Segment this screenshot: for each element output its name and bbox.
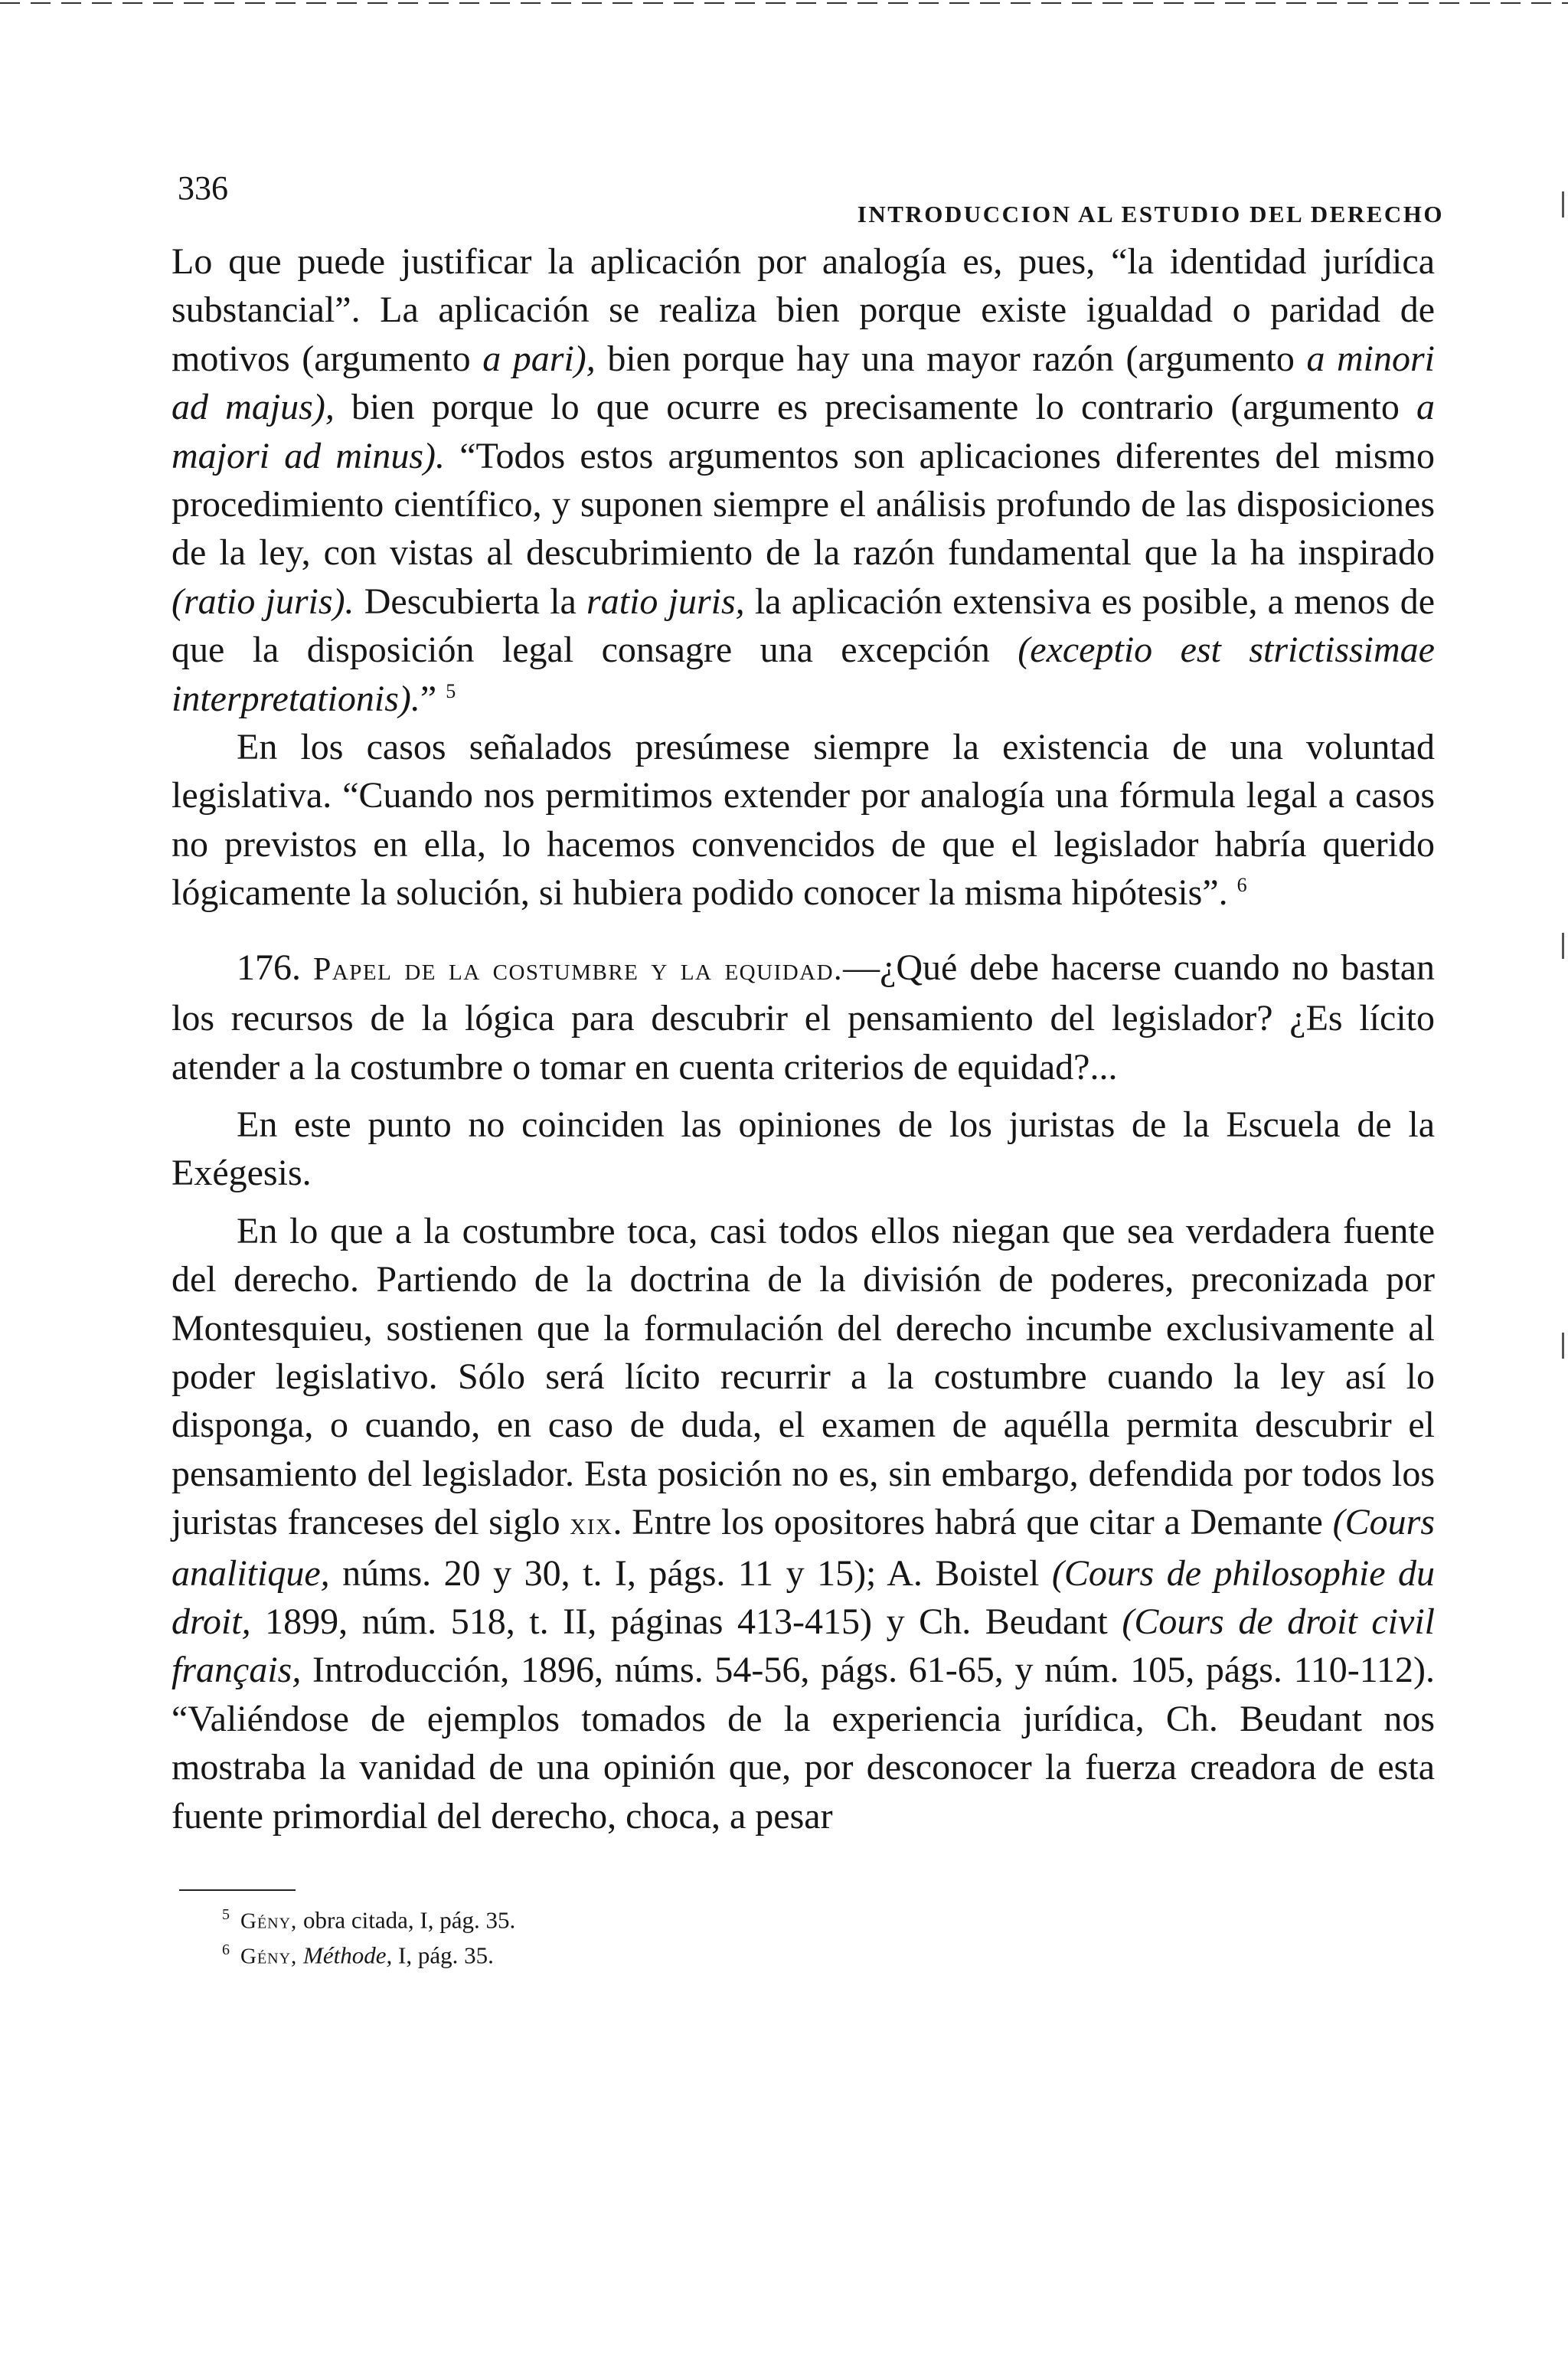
- century-numeral: xix: [570, 1506, 613, 1542]
- text-span: Lo que puede justificar la aplicación por analogía es, pues, “la identidad jurídica substancial”. La aplicación se realiza bien porque existe igualdad o paridad de motivos (argumento: [172, 241, 1435, 379]
- running-head: INTRODUCCION AL ESTUDIO DEL DERECHO: [857, 201, 1444, 227]
- scan-edge-mark: [1562, 1333, 1564, 1359]
- text-span: Descubierta la: [354, 581, 587, 622]
- section-176: [172, 944, 1435, 1091]
- text-span: ”: [420, 678, 437, 719]
- footnote-rule: [179, 1889, 296, 1891]
- italic-term: a minori ad majus),: [172, 338, 1436, 428]
- text-span: núms. 20 y 30, t. I, págs. 11 y 15); A. Boistel: [329, 1552, 1052, 1594]
- footnote-ref: 6: [1236, 874, 1247, 897]
- text-span: Introducción, 1896, núms. 54-56, págs. 61-65, y núm. 105, págs. 110-112). “Valiéndose de ejemplos tomados de la experiencia jurídica, Ch. Beudant nos mostraba la vanidad de una opinión que, por desconocer la fuerza creadora de esta fuente primordial del derecho, choca, a pesar: [172, 1650, 1435, 1837]
- footnote-text: obra citada, I, pág. 35.: [297, 1906, 516, 1934]
- text-span: bien porque hay una mayor razón (argumento: [595, 338, 1307, 379]
- page-header: [172, 146, 1444, 237]
- footnote-mark: 6: [222, 1941, 230, 1959]
- text-span: 1899, núm. 518, t. II, páginas 413-415) y Ch. Beudant: [250, 1601, 1122, 1642]
- book-page: [172, 146, 1444, 1971]
- text-span: bien porque lo que ocurre es precisamente lo contrario (argumento: [334, 387, 1417, 428]
- text-span: . Entre los opositores habrá que citar a Demante: [612, 1502, 1333, 1543]
- italic-term: ratio juris,: [586, 581, 745, 622]
- italic-term: a majori ad minus).: [172, 387, 1436, 476]
- book-title: (Cours de droit civil français,: [172, 1601, 1435, 1691]
- text-span: “Todos estos argumentos son aplicaciones diferentes del mismo procedimiento científico, y suponen siempre el análisis profundo de las disposiciones de la ley, con vistas al descubrimiento de la razón fundamental que la ha inspirado: [172, 435, 1435, 574]
- footnote-text: I, pág. 35.: [392, 1941, 494, 1969]
- section-number: 176.: [237, 947, 301, 988]
- paragraph-analogy: [172, 237, 1435, 723]
- text-span: En lo que a la costumbre toca, casi todos ellos niegan que sea verdadera fuente del derecho. Partiendo de la doctrina de la división de poderes, preconizada por Montesquieu, sostienen que la formulación del derecho incumbe exclusivamente al poder legislativo. Sólo será lícito recurrir a la costumbre cuando la ley así lo disponga, o cuando, en caso de duda, el examen de aquélla permita descubrir el pensamiento del legislador. Esta posición no es, sin embargo, defendida por todos los juristas franceses del siglo: [172, 1210, 1435, 1543]
- italic-term: (ratio juris).: [172, 581, 354, 622]
- section-title: Papel de la costumbre y la equidad.: [313, 951, 844, 987]
- paragraph-custom: [172, 1207, 1435, 1840]
- footnote: [222, 1935, 1435, 1971]
- paragraph-exegesis: [172, 1101, 1435, 1198]
- text-span: En este punto no coinciden las opiniones de los juristas de la Escuela de la Exégesis.: [172, 1104, 1435, 1194]
- scan-top-edge: [0, 2, 1568, 4]
- paragraph-legislative-will: [172, 723, 1435, 917]
- text-span: En los casos señalados presúmese siempre la existencia de una voluntad legislativa. “Cuando nos permitimos extender por analogía una fórmula legal a casos no previstos en ella, lo hacemos convencidos de que el legislador habría querido lógicamente la solución, si hubiera podido conocer la misma hipótesis”.: [172, 727, 1435, 914]
- footnote-author: Gény,: [240, 1909, 298, 1934]
- book-title: (Cours analitique,: [172, 1502, 1436, 1594]
- footnote-title: Méthode,: [303, 1941, 393, 1969]
- book-title: (Cours de philosophie du droit,: [172, 1552, 1435, 1642]
- footnote-ref: 5: [446, 679, 456, 702]
- footnote: [222, 1900, 1435, 1935]
- italic-term: (exceptio est strictissimae interpretationis).: [172, 630, 1435, 719]
- page-number: 336: [178, 169, 228, 207]
- section-text: —¿Qué debe hacerse cuando no bastan los recursos de la lógica para descubrir el pensamiento del legislador? ¿Es lícito atender a la costumbre o tomar en cuenta criterios de equidad?...: [172, 947, 1436, 1088]
- italic-term: a pari),: [482, 338, 596, 379]
- footnote-author: Gény,: [240, 1944, 298, 1969]
- text-span: la aplicación extensiva es posible, a menos de que la disposición legal consagre una excepción: [172, 581, 1435, 671]
- scan-edge-mark: [1562, 191, 1564, 218]
- scan-edge-mark: [1562, 933, 1564, 959]
- footnote-mark: 5: [222, 1906, 230, 1923]
